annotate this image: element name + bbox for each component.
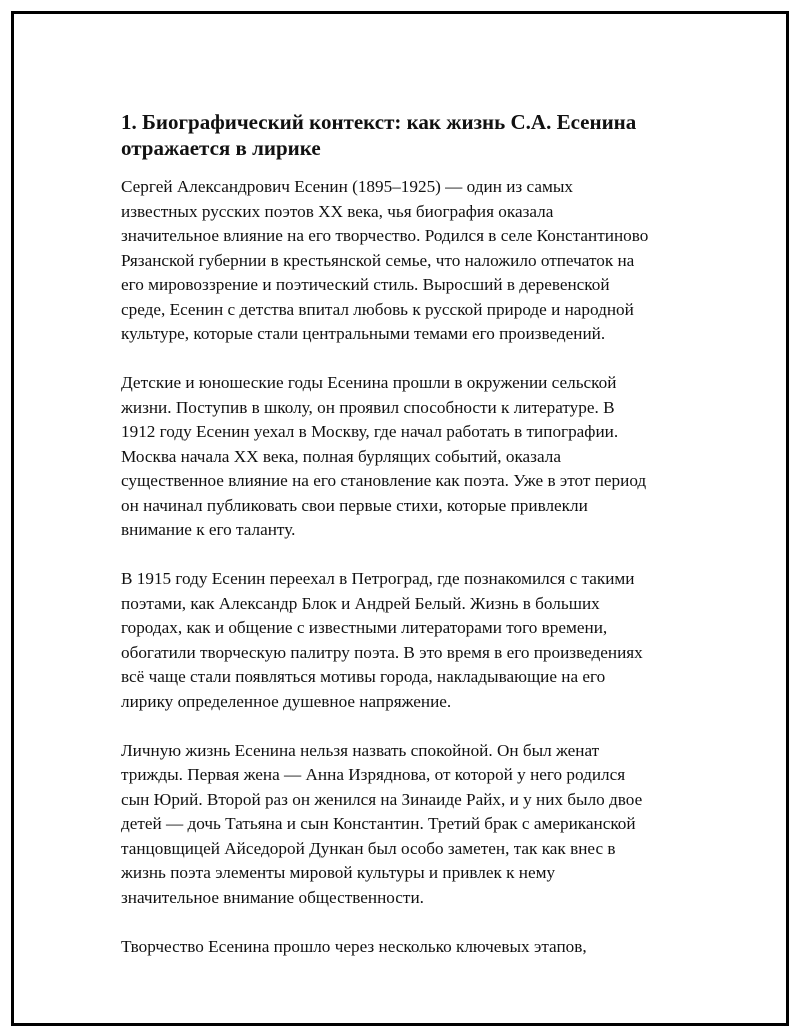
text-line: обогатили творческую палитру поэта. В это время в его произведениях: [121, 642, 643, 662]
paragraph-5: [121, 935, 711, 960]
text-line: всё чаще стали появляться мотивы города, накладывающие на его: [121, 667, 606, 686]
paragraph-4: [121, 739, 711, 911]
text-line: известных русских поэтов XX века, чья биография оказала: [121, 201, 554, 221]
text-line: сын Юрий. Второй раз он женился на Зинаиде Райх, и у них было двое: [121, 789, 643, 809]
text-line: поэтами, как Александр Блок и Андрей Белый. Жизнь в больших: [121, 593, 600, 613]
text-line: 1912 году Есенин уехал в Москву, где начал работать в типографии.: [121, 422, 619, 441]
page-frame: [11, 11, 789, 1026]
text-line: внимание к его таланту.: [121, 520, 296, 539]
text-line: жизнь поэта элементы мировой культуры и привлек к нему: [121, 863, 556, 882]
text-line: он начинал публиковать свои первые стихи, которые привлекли: [121, 495, 588, 515]
text-line: танцовщицей Айседорой Дункан был особо заметен, так как внес в: [121, 838, 616, 858]
text-line: значительное влияние на его творчество. Родился в селе Константиново: [121, 226, 649, 245]
text-line: городах, как и общение с известными литераторами того времени,: [121, 618, 608, 637]
section-heading: [121, 109, 711, 161]
document-body: [121, 109, 711, 984]
text-line: лирику определенное душевное напряжение.: [121, 691, 452, 711]
text-line: Детские и юношеские годы Есенина прошли в окружении сельской: [121, 373, 617, 392]
paragraph-3: [121, 567, 711, 714]
text-line: культуре, которые стали центральными темами его произведений.: [121, 324, 606, 343]
text-line: Рязанской губернии в крестьянской семье, что наложило отпечаток на: [121, 250, 635, 270]
paragraph-2: [121, 371, 711, 543]
text-line: среде, Есенин с детства впитал любовь к русской природе и народной: [121, 299, 634, 319]
text-line: значительное внимание общественности.: [121, 887, 424, 907]
text-line: жизни. Поступив в школу, он проявил способности к литературе. В: [121, 397, 615, 417]
text-line: детей — дочь Татьяна и сын Константин. Третий брак с американской: [121, 814, 636, 833]
paragraph-1: [121, 175, 711, 347]
text-line: трижды. Первая жена — Анна Изряднова, от которой у него родился: [121, 765, 626, 784]
text-line: Москва начала XX века, полная бурлящих событий, оказала: [121, 446, 561, 466]
text-line: Творчество Есенина прошло через несколько ключевых этапов,: [121, 936, 587, 956]
heading-line: 1. Биографический контекст: как жизнь С.А. Есенина: [121, 110, 637, 134]
text-line: его мировоззрение и поэтический стиль. Выросший в деревенской: [121, 275, 610, 294]
text-line: существенное влияние на его становление как поэта. Уже в этот период: [121, 471, 647, 490]
text-line: В 1915 году Есенин переехал в Петроград, где познакомился с такими: [121, 569, 635, 588]
text-line: Сергей Александрович Есенин (1895–1925) — один из самых: [121, 177, 573, 196]
heading-line: отражается в лирике: [121, 136, 321, 160]
text-line: Личную жизнь Есенина нельзя назвать спокойной. Он был женат: [121, 740, 600, 760]
